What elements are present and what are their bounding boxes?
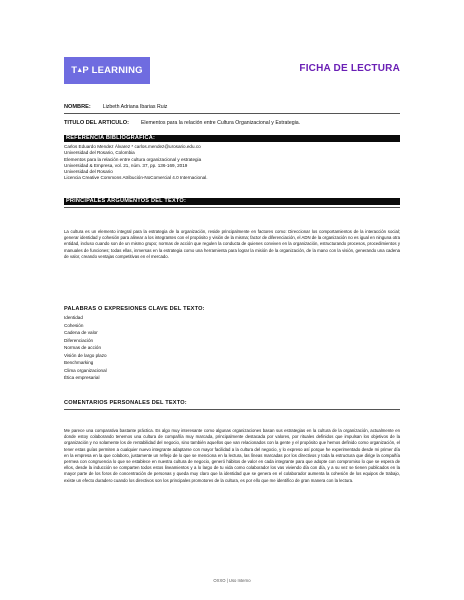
nombre-field xyxy=(64,104,167,110)
comentarios-text: Me parece una comparativa bastante práctica. Es algo muy interesante como algunas organizaciones basan sus estrategias en la cultura de la organización, actualmente en donde estoy colaborando tenemos una cultura de compañía muy marcada, principalmente destacada por valores, por rituales definidos que impulsan los objetivos de la organización y no solamente los de rentabilidad del negocio, sino también aquellos que van relacionados con la gente y el propósito que hemos definido como organización, el tener estas guías permiten a cualquier nuevo integrante adaptarse con mayor facilidad a la cultura del negocio, y lo expreso así porque he experimentado desde mi primer día en la empresa en la que colaboro, justamente un reflejo de lo que se menciona en la lectura, las líneas marcadas por los directivos y toda la estructura que dirige la compañía permea con congruencia lo que se establece en nuestra cultura de negocio, generó hábitos de valor en cada integrante para que adopte con compromiso lo que se espera de ellos, desde la inducción se comparten todos estos lineamientos y a lo largo de tu vida como colaborador los vas viviendo día con día, y a su vez se tienen publicados en la mayor parte de los foros de concentración de personas y queda muy claro que la identidad que se genera en el colaborador aumenta la cohesión de los equipos de trabajo, existe un efecto duradero cuando los directivos son los principales promotores de la cultura, es por ello que me identifico de gran manera con la lectura. xyxy=(64,428,400,483)
referencia-line: Carlos Eduardo Mendez Álvarez * carlos.mendez@urosario.edu.co xyxy=(64,144,201,149)
document-page xyxy=(54,48,410,568)
list-item: Benchmarking xyxy=(64,360,94,365)
logo-text: T▲P LEARNING xyxy=(71,65,143,76)
titulo-value: Elementos para la relación entre Cultura Organizacional y Estrategia. xyxy=(140,120,301,126)
graduation-cap-icon: ▲ xyxy=(76,67,84,74)
footer-classification: OXXO | Uso Interno xyxy=(213,578,251,583)
referencia-heading: REFERENCIA BIBLIOGRAFICA: xyxy=(64,135,400,142)
list-item: Ética empresarial xyxy=(64,375,100,380)
list-item: Identidad xyxy=(64,315,83,320)
referencia-line: Elementos para la relación entre cultura organizacional y estrategia xyxy=(64,156,202,162)
divider xyxy=(64,113,400,114)
comentarios-heading: COMENTARIOS PERSONALES DEL TEXTO: xyxy=(64,400,187,406)
divider xyxy=(64,409,400,410)
palabras-heading: PALABRAS O EXPRESIONES CLAVE DEL TEXTO: xyxy=(64,306,205,312)
referencia-line: Licencia Creative Commons Atribución-NoComercial 4.0 Internacional. xyxy=(64,175,208,181)
referencia-list xyxy=(64,144,208,182)
list-item: Cohesión xyxy=(64,322,84,328)
argumentos-heading: PRINCIPALES ARGUMENTOS DEL TEXTO: xyxy=(64,198,400,205)
nombre-label: NOMBRE: xyxy=(64,104,91,110)
list-item: Clima organizacional xyxy=(64,367,107,373)
argumentos-text: La cultura es un elemento integral para la estrategia de la organización, reside principalmente en factores como: Direccionar los comportamientos de la interacción social; generar identidad y cohesión para alinear a los integrantes con el propósito y visión de la misma; factor de diferenciación, el ADN de la organización no es igual en ninguna otra entidad, incluso cuando son de un mismo grupo; normas de acción que regulen la conducta de quienes conviven en la organización, estructurando procesos, procedimientos y manuales de funciones; todas ellas, inmersas en la estrategia como una herramienta para lograr la misión de la organización, de la mano con la visión, generando una cadena de valor, creando ventajas competitivas en el mercado. xyxy=(64,229,400,259)
titulo-field xyxy=(64,120,300,126)
list-item: Normas de acción xyxy=(64,345,102,350)
sheet-title: FICHA DE LECTURA xyxy=(299,63,400,74)
referencia-line: Universidad del Rosario xyxy=(64,169,113,175)
titulo-label: TITULO DEL ARTICULO: xyxy=(64,120,129,126)
referencia-line: Universidad del Rosario, Colombia xyxy=(64,150,135,156)
list-item: Visión de largo plazo xyxy=(64,352,107,358)
palabras-list xyxy=(64,314,107,382)
list-item: Diferenciación xyxy=(64,337,94,343)
list-item: Cadena de valor xyxy=(64,330,98,335)
top-learning-logo xyxy=(64,57,150,84)
nombre-value: Lizbeth Adriana Ibarias Ruiz xyxy=(102,104,168,110)
divider xyxy=(64,207,400,208)
referencia-line: Universidad & Empresa, vol. 21, núm. 37, pp. 136-169, 2019 xyxy=(64,162,188,168)
